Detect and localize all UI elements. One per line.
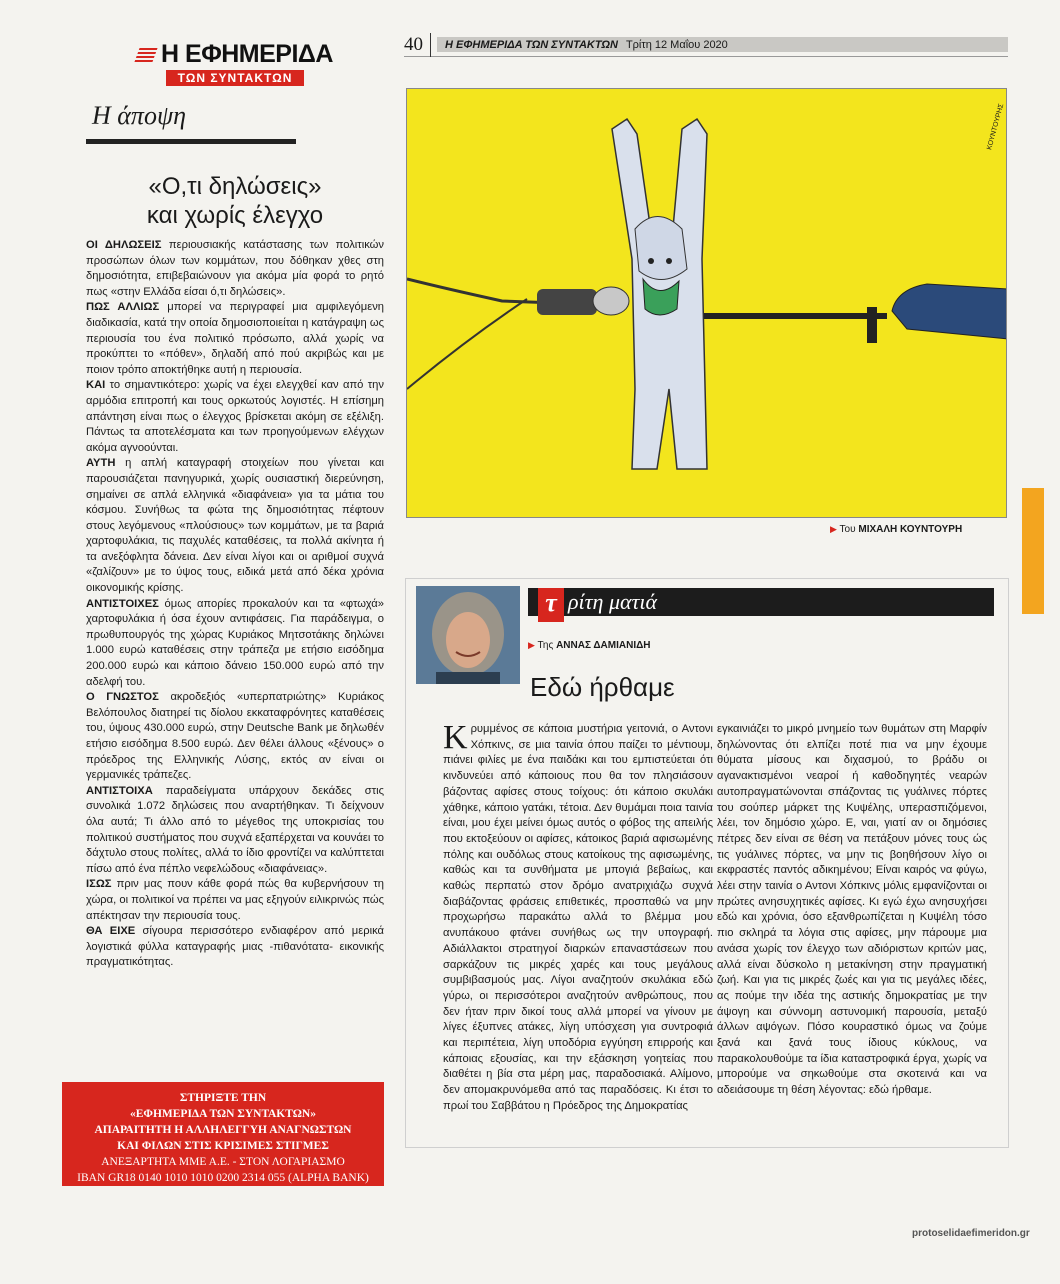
header-bar xyxy=(437,37,1008,52)
support-line: ΑΝΕΞΑΡΤΗΤΑ ΜΜΕ Α.Ε. - ΣΤΟΝ ΛΟΓΑΡΙΑΣΜΟ xyxy=(101,1156,345,1168)
paragraph-lead: ΙΣΩΣ xyxy=(86,878,112,891)
triangle-icon: ▶ xyxy=(528,640,535,650)
page-number: 40 xyxy=(404,33,431,57)
author-photo xyxy=(416,586,520,684)
paragraph-text: όμως απορίες προκαλούν και τα «φτωχά» χαρτοφυλάκια ή όσα έχουν αντιφάσεις. Για παράδειγμα, ο πρωθυπουργός της χώρας Κυριάκος Μητσοτάκης δηλώνει 1.000 ευρώ καταθέσεις στην τράπεζα με ετήσιο εισόδημα 200.000 ευρώ και κάποιο δάνειο 150.000 ευρώ από την αδελφή του. xyxy=(86,597,384,688)
column-headline: Εδώ ήρθαμε xyxy=(530,672,675,702)
paragraph-text: η απλή καταγραφή στοιχείων που γίνεται και παρουσιάζεται πανηγυρικά, χωρίς ουσιαστική διερεύνηση, σημαίνει σε απλά ελληνικά «διαφάνεια» για τα μάτια του κόσμου. Συνήθως τα φώτα της δημοσιότητας πέφτουν στους λεγόμενους «πλούσιους» των κομμάτων, με τα βαριά χαρτοφυλάκια, τις παχυλές καταθέσεις, τα πολλά ακίνητα ή τα ανεξόφλητα δάνεια. Δεν είναι λίγοι και οι αριθμοί συχνά «ζαλίζουν» με το ύψος τους, ειδικά μετά από δέκα χρόνια οικονομικής κρίσης. xyxy=(86,457,384,595)
editorial-paragraph xyxy=(86,924,384,971)
column-text-2: εγκαινιάζει το μικρό μνημείο των θυμάτων στη Μαρφίν δηλώνοντας ότι ελπίζει ποτέ πια να μην έχουμε θύματα μίσους και διχασμού, το βράδυ οι αγανακτισμένοι νεαροί ή καθοδηγητές νεαρών αυτοπραγματώνονται σπάζοντας τις γυάλινες πόρτες του σούπερ μάρκετ της Κυψέλης, υπερασπιζόμενοι, λέει, τον δημόσιο χώρο. Ε, ναι, γιατί αν οι δημόσιες πέτρες δεν είναι σε θέση να πετάξουν μόνες τους ώς τις γυάλινες πόρτες, να μην τις βοηθήσουν λίγο οι εκφραστές παντός αδικημένου; Είναι καιρός να φύγω, λέει στην ταινία ο Αντονι Χόπκινς μόλις εμφανίζονται οι πρώτες ανησυχητικές αφίσες. Κι εγώ έχω ανησυχήσει εδώ και χρόνια, όσο εξανθρωπίζεται η Κυψέλη τόσο πιο σκληρά τα λόγια στις αφίσες, μην πάρουμε μια ανάσα χωρίς τον έλεγχο των αδιόριστων κριτών μας, αλλά είναι δύσκολο η μετακίνηση στην πραγματική ζωή. Και για τις μικρές ζωές και για τις μεγάλες ιδέες, ας πούμε την ιδέα της αστικής δημοκρατίας με την άψογη και σύννομη αστυνομική παρουσία, μεταξύ άλλων αψόγων. Πόσο κουραστικό όμως να ζούμε ξανά και ξανά τους ίδιους κύκλους, να παρακολουθούμε τα ίδια καταστροφικά έργα, χωρίς να μπορούμε να σηκωθούμε στα σκοτεινά και να αδειάσουμε τη θέση λέγοντας: εδώ ήρθαμε. xyxy=(717,723,987,1097)
editorial-body xyxy=(86,238,384,971)
support-box xyxy=(62,1082,384,1186)
support-iban: IBAN GR18 0140 1010 1010 0200 2314 055 (ALPHA BANK) xyxy=(77,1172,369,1184)
support-line: ΚΑΙ ΦΙΛΩΝ ΣΤΙΣ ΚΡΙΣΙΜΕΣ ΣΤΙΓΜΕΣ xyxy=(117,1140,329,1152)
dropcap: Κ xyxy=(443,719,468,756)
column-text-1 xyxy=(443,719,713,1115)
cartoon-credit xyxy=(830,524,962,535)
support-line: «ΕΦΗΜΕΡΙΔΑ ΤΩΝ ΣΥΝΤΑΚΤΩΝ» xyxy=(130,1108,316,1120)
column-text-1-body: ρυμμένος σε κάποια μυστήρια γειτονιά, ο Αντονι Χόπκινς, σε μια ταινία όπου παίζει το μέντιουμ, πιάνει φιλίες με ένα παιδάκι και του εμπιστεύεται ότι κινδυνεύει από κάποιους που θα τον πλησιάσουν βάζοντας αφίσες στους τοίχους: ότι κάποιο σκυλάκι χάθηκε, κάποιο γατάκι, τέτοια. Δεν θυμάμαι ποια ταινία είναι, μου έχει μείνει όμως αυτός ο φόβος της απειλής που εκτοξεύουν οι αφίσες, κάτοικος βαριά αφισωμένης πόλης και ουδόλως στους κατοίκους της αφισωμένης, καθώς και τα συνθήματα με μπογιά βεβαίως, και καθώς περπατώ στον δρόμο ανατριχιάζω συχνά διαβάζοντας φράσεις επιθετικές, προσπαθώ να μην προχωρήσω παρακάτω αλλά το βλέμμα μου ανυπάκουο φτάνει συνήθως ως την υπογραφή. Αδιάλλακτοι στρατηγοί διαρκών επαναστάσεων που σαρκάζουν τις μικρές χαρές και τους μεγάλους συμβιβασμούς μας. Λίγοι αναζητούν σκυλάκια εδώ γύρω, οι περισσότεροι αναζητούν ανθρώπους, που δεν ήταν πριν δικοί τους αλλά μπορεί να γίνουν με λίγες έξυπνες ατάκες, λίγη υπόσχεση για συντροφιά και περιπέτεια, λίγη υποδόρια εγγύηση επιρροής και κάποιας εξουσίας, και την εξάσκηση γοητείας που διαθέτει η βία στα μέρη μας, παραδοσιακά. Αλίμονο, δεν απομακρυνόμεθα από τας παραδόσεις. Κι έτσι το πρωί του Σαββάτου η Πρόεδρος της Δημοκρατίας xyxy=(443,723,713,1112)
side-tab xyxy=(1022,488,1044,614)
header-paper-name: Η ΕΦΗΜΕΡΙΔΑ ΤΩΝ ΣΥΝΤΑΚΤΩΝ xyxy=(445,38,618,51)
section-label: Η άποψη xyxy=(86,101,296,144)
editorial-paragraph xyxy=(86,784,384,878)
masthead-subtitle: ΤΩΝ ΣΥΝΤΑΚΤΩΝ xyxy=(166,70,305,86)
site-watermark: protoselidaefimeridon.gr xyxy=(912,1228,1030,1239)
author-portrait-drawing xyxy=(416,586,520,684)
column-kicker-bar xyxy=(528,588,994,616)
masthead xyxy=(86,40,384,87)
cartoon-illustration xyxy=(406,88,1007,518)
triangle-icon: ▶ xyxy=(830,524,837,534)
paragraph-lead: ΠΩΣ ΑΛΛΙΩΣ xyxy=(86,301,160,314)
column-author-prefix: Της xyxy=(537,640,554,651)
paragraph-text: παραδείγματα υπάρχουν δεκάδες στις συνολικά 1.072 δηλώσεις που αναρτήθηκαν. Τι δείχνουν όλα αυτά; Τι άλλο από το μέγεθος της υποκρισίας του πολιτικού συστήματος που συχνά εξαπέρχεται να κουνάει το δάχτυλο στους πολίτες, αλλά το ίδιο φροντίζει να καλύπτεται πίσω από ένα πέπλο νεφελώδους «διαφάνειας». xyxy=(86,784,384,875)
paragraph-text: μπορεί να περιγραφεί μια αμφιλεγόμενη διαδικασία, κατά την οποία δημοσιοποιείται η κατάγραψη ως περιουσία του ένα πολιτικό πρόσωπο, αλλά χωρίς να προκύπτει το «πόθεν», δηλαδή από πού ακριβώς και με ποιον τρόπο αποκτήθηκε αυτή η περιουσία. xyxy=(86,301,385,376)
paragraph-lead: ΘΑ ΕΙΧΕ xyxy=(86,925,136,938)
editorial-column xyxy=(86,40,384,971)
editorial-paragraph xyxy=(86,597,384,691)
paragraph-text: το σημαντικότερο: χωρίς να έχει ελεγχθεί καν από την αρμόδια επιτροπή και τους ορκωτούς λογιστές. Η επίσημη απάντηση είναι πως ο έλεγχος βρίσκεται ακόμη σε εξέλιξη. Πάντως τα αποτελέσματα και των προηγούμενων ελέγχων ακόμα αγνοούνται. xyxy=(86,379,384,454)
cartoon-drawing xyxy=(407,89,1007,518)
paragraph-lead: ΑΝΤΙΣΤΟΙΧΕΣ xyxy=(86,597,159,610)
paragraph-lead: ΟΙ ΔΗΛΩΣΕΙΣ xyxy=(86,239,162,251)
cartoon-credit-prefix: Του xyxy=(839,524,856,535)
paragraph-text: περιουσιακής κατάστασης των πολιτικών προσώπων όλων των κομμάτων, που δόθηκαν χθες στη δημοσιότητα, επιβεβαιώνουν για ακόμα μία φορά το ρητό πως «στην Ελλάδα είσαι ό,τι δηλώσεις». xyxy=(86,239,384,298)
paragraph-lead: ΚΑΙ xyxy=(86,379,106,392)
editorial-headline-line2: και χωρίς έλεγχο xyxy=(146,202,324,229)
masthead-stripes-icon xyxy=(134,48,157,62)
editorial-paragraph xyxy=(86,238,384,300)
header-date: Τρίτη 12 Μαΐου 2020 xyxy=(625,38,728,51)
paragraph-lead: Ο ΓΝΩΣΤΟΣ xyxy=(86,691,159,704)
masthead-title-text: Η ΕΦΗΜΕΡΙΔΑ xyxy=(161,40,333,68)
column-kicker-text: ρίτη ματιά xyxy=(568,589,658,614)
editorial-paragraph xyxy=(86,378,384,456)
page-header xyxy=(404,33,1008,57)
editorial-paragraph xyxy=(86,877,384,924)
masthead-title xyxy=(86,40,384,69)
editorial-paragraph xyxy=(86,690,384,784)
paragraph-text: σίγουρα περισσότερο ενδιαφέρον από μερικά λογιστικά φύλλα καταγραφής μιας -πιθανότατα- εικονικής πραγματικότητας. xyxy=(86,925,384,969)
paragraph-lead: ΑΥΤΗ xyxy=(86,457,116,470)
paragraph-text: πριν μας πουν κάθε φορά πώς θα κυβερνήσουν τη χώρα, οι πολιτικοί να πρέπει να μας εξηγούν ειλικρινώς πώς απέκτησαν την περιουσία τους. xyxy=(86,878,384,922)
editorial-paragraph xyxy=(86,300,384,378)
column-kicker-initial: τ xyxy=(538,588,564,622)
editorial-headline-line1: «Ο,τι δηλώσεις» xyxy=(148,173,322,200)
paragraph-lead: ΑΝΤΙΣΤΟΙΧΑ xyxy=(86,784,153,797)
editorial-paragraph xyxy=(86,456,384,596)
support-line: ΑΠΑΡΑΙΤΗΤΗ Η ΑΛΛΗΛΕΓΓΥΗ ΑΝΑΓΝΩΣΤΩΝ xyxy=(94,1124,352,1136)
paragraph-text: ακροδεξιός «υπερπατριώτης» Κυριάκος Βελόπουλος διατηρεί τις δίολου εκκαταφρόνητες καταθέσεις του, ύψους 430.000 ευρώ, στην Deutsche Bank με δηλωθέν ετήσιο εισόδημα 8.500 ευρώ. Δεν θέλει άλλους «ξένους» ο πρόεδρος της Ελληνικής Λύσης, εκτός αν είναι οι γερμανικές τράπεζες. xyxy=(86,691,384,782)
column-author xyxy=(528,640,651,651)
cartoon-credit-name: ΜΙΧΑΛΗ ΚΟΥΝΤΟΥΡΗ xyxy=(858,524,963,535)
cartoon-signature: ΚΟΥΝΤΟΥΡΗΣ xyxy=(985,103,1005,151)
editorial-headline xyxy=(86,172,384,230)
column-author-name: ΑΝΝΑΣ ΔΑΜΙΑΝΙΔΗ xyxy=(556,640,651,651)
support-line: ΣΤΗΡΙΞΤΕ ΤΗΝ xyxy=(179,1092,267,1104)
